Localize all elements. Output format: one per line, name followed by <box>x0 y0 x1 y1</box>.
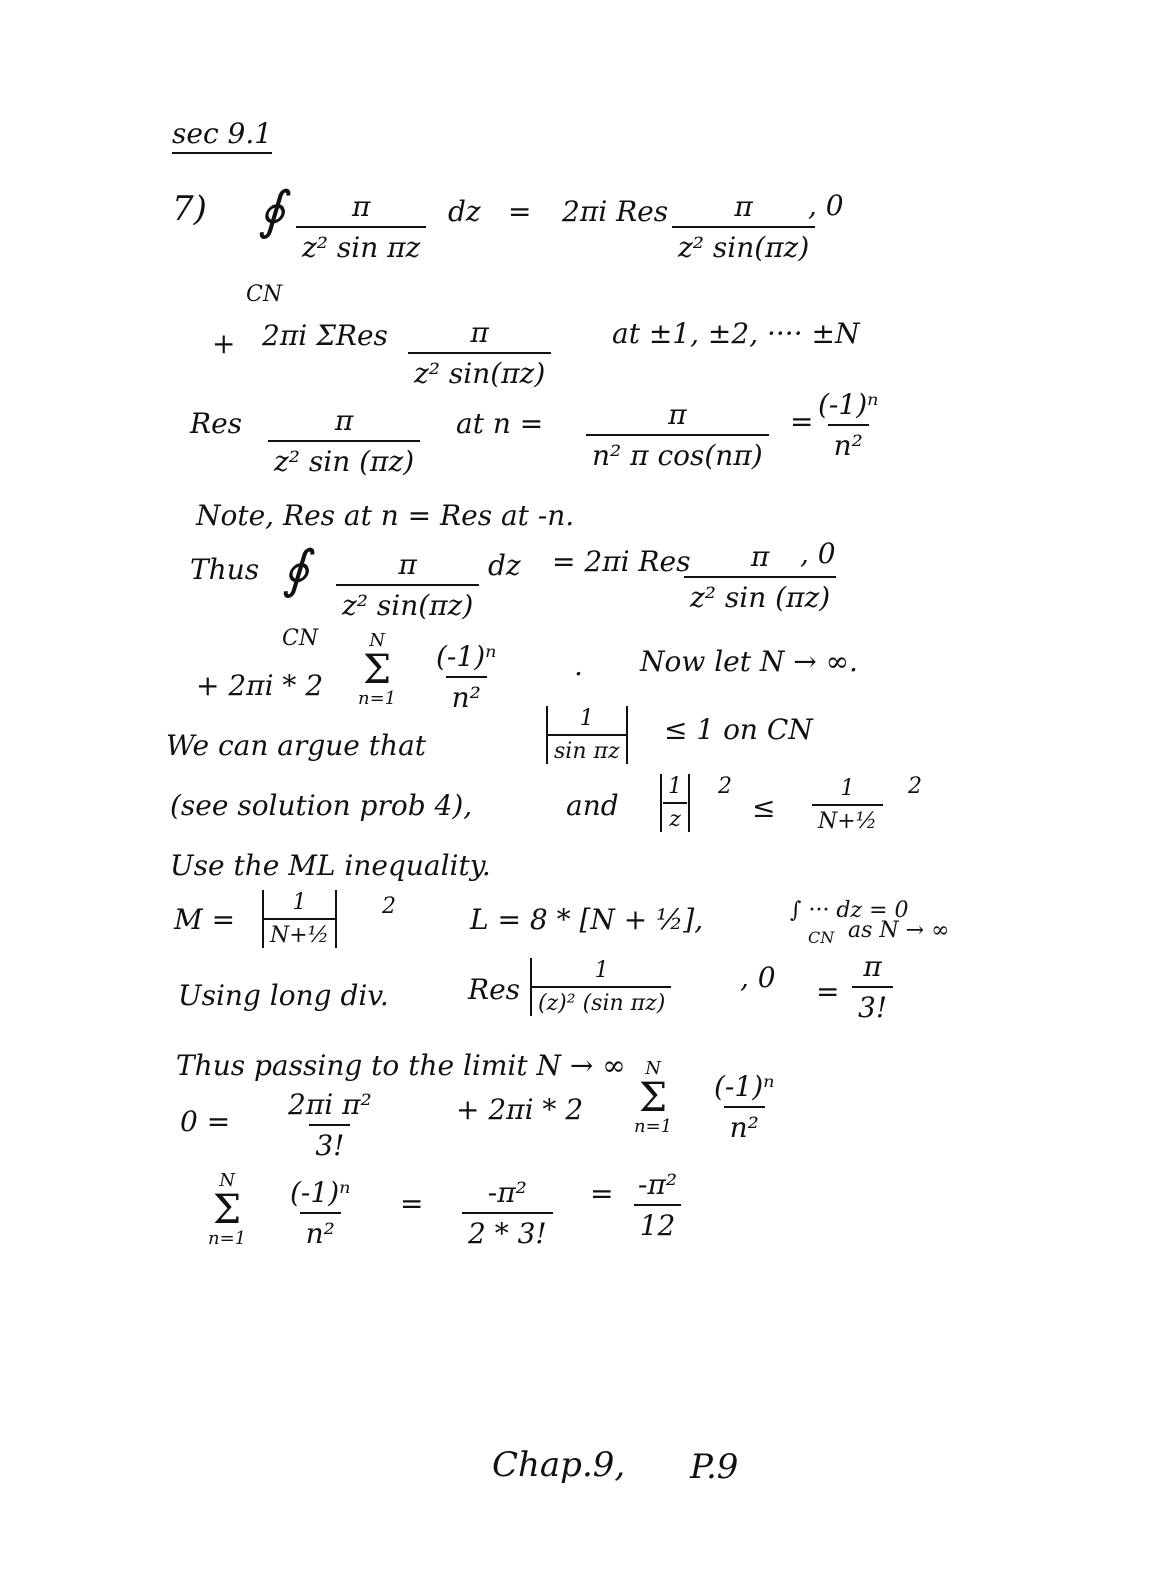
long-div-result-numerator: π <box>863 950 882 983</box>
residue-point-3: , 0 <box>740 961 776 994</box>
m-label: M = <box>174 903 236 936</box>
section-heading: sec 9.1 <box>172 120 272 154</box>
period: . <box>574 649 583 682</box>
series-term-denominator-2: n² <box>724 1106 765 1144</box>
res-denominator: z² sin (πz) <box>268 440 420 478</box>
series-term-fraction-2 <box>708 1070 780 1144</box>
and-text: and <box>566 789 619 822</box>
res-result-fraction <box>812 388 884 462</box>
see-solution-text: (see solution prob 4), <box>170 789 473 822</box>
res-label-2: Res <box>468 973 521 1006</box>
sum-result-denominator: 2 * 3! <box>462 1212 553 1250</box>
contour-label-3: CN <box>808 928 835 947</box>
sin-bound-statement: ≤ 1 on CN <box>664 713 813 746</box>
pi-term-denominator: 3! <box>309 1124 350 1162</box>
residue-numerator-2: π <box>750 540 770 573</box>
passing-limit-text: Thus passing to the limit N → ∞ <box>176 1049 626 1082</box>
summation-lower-limit-2: n=1 <box>634 1116 673 1137</box>
integrand-numerator-2: π <box>398 548 417 581</box>
dz-label-2: dz <box>488 549 521 582</box>
sum-residue-term: 2πi ΣRes <box>262 319 388 352</box>
contour-label-2: CN <box>282 626 319 651</box>
argue-text: We can argue that <box>166 729 427 762</box>
long-div-result <box>852 950 893 1024</box>
residue-term: 2πi Res <box>562 195 669 228</box>
limit-statement: Now let N → ∞. <box>640 645 858 678</box>
res-fraction <box>268 404 420 478</box>
exponent-3: 2 <box>908 774 922 799</box>
chapter-label: Chap.9, <box>492 1445 626 1485</box>
sin-bound-numerator: 1 <box>579 706 594 731</box>
ml-inequality-text: Use the ML inequality. <box>170 849 491 882</box>
summation-3: N Σ n=1 <box>208 1170 247 1249</box>
residue-denominator-2: z² sin (πz) <box>684 576 836 614</box>
sum-residue-numerator: π <box>470 316 489 349</box>
bound-denominator: N+½ <box>812 804 883 834</box>
poles-list: at ±1, ±2, ···· ±N <box>612 317 860 350</box>
m-exponent: 2 <box>382 894 396 919</box>
series-term-denominator-3: n² <box>300 1212 341 1250</box>
equals-sign-3: = <box>816 975 840 1008</box>
summation-1: N Σ n=1 <box>358 630 397 709</box>
long-div-fraction <box>530 958 671 1016</box>
summation-upper-limit-3: N <box>219 1170 235 1191</box>
residue-term-2: = 2πi Res <box>552 545 691 578</box>
contour-label: CN <box>246 282 283 307</box>
bound-numerator: 1 <box>840 776 855 801</box>
bound-fraction <box>812 776 883 834</box>
note-line: Note, Res at n = Res at -n. <box>196 499 575 532</box>
pi-term-fraction <box>282 1088 378 1162</box>
long-div-result-denominator: 3! <box>852 986 893 1024</box>
long-div-denominator: (z)² (sin πz) <box>532 986 671 1016</box>
series-term-numerator-2: (-1)ⁿ <box>714 1070 775 1103</box>
integrand-fraction <box>296 190 426 264</box>
plus-sign: + <box>212 327 236 360</box>
series-term-numerator: (-1)ⁿ <box>436 640 497 673</box>
res-label: Res <box>190 407 243 440</box>
series-term-denominator: n² <box>446 676 487 714</box>
integrand-denominator-2: z² sin(πz) <box>336 584 479 622</box>
contour-integral-symbol-2: ∮ <box>282 540 310 600</box>
sum-result-numerator: -π² <box>487 1176 527 1209</box>
problem-number: 7) <box>172 189 207 229</box>
l-value: L = 8 * [N + ½], <box>470 903 704 936</box>
res-value-denominator: n² π cos(nπ) <box>586 434 769 472</box>
summation-lower-limit: n=1 <box>358 688 397 709</box>
integrand-fraction-2 <box>336 548 479 622</box>
exponent-2: 2 <box>718 774 732 799</box>
final-result-denominator: 12 <box>634 1204 682 1242</box>
m-value-numerator: 1 <box>292 890 307 915</box>
series-term-fraction-3 <box>284 1176 356 1250</box>
integrand-denominator: z² sin πz <box>296 226 426 264</box>
res-result-numerator: (-1)ⁿ <box>818 388 879 421</box>
sin-bound-fraction <box>546 706 628 764</box>
at-n-label: at n = <box>456 407 544 440</box>
reciprocal-z-numerator: 1 <box>668 774 682 799</box>
residue-point: , 0 <box>808 189 844 222</box>
reciprocal-z-fraction <box>660 774 690 832</box>
equals-sign-4: = <box>400 1187 424 1220</box>
final-result-numerator: -π² <box>638 1168 678 1201</box>
summation-upper-limit: N <box>369 630 385 651</box>
res-value-fraction <box>586 398 769 472</box>
res-value-numerator: π <box>668 398 687 431</box>
m-value-fraction <box>262 890 337 948</box>
series-term-fraction <box>430 640 502 714</box>
thus-label: Thus <box>190 553 260 586</box>
residue-fraction <box>672 190 815 264</box>
sum-residue-fraction <box>408 316 551 390</box>
dz-label: dz <box>448 195 481 228</box>
summation-lower-limit-3: n=1 <box>208 1228 247 1249</box>
reciprocal-z-denominator: z <box>663 802 687 832</box>
series-term-numerator-3: (-1)ⁿ <box>290 1176 351 1209</box>
sum-residue-denominator: z² sin(πz) <box>408 352 551 390</box>
equals-sign-2: = <box>790 405 814 438</box>
res-numerator: π <box>334 404 354 437</box>
summation-2: N Σ n=1 <box>634 1058 673 1137</box>
residue-point-2: , 0 <box>800 537 836 570</box>
residue-denominator: z² sin(πz) <box>672 226 815 264</box>
long-div-numerator: 1 <box>594 958 609 983</box>
less-equal-sign: ≤ <box>752 791 776 824</box>
sin-bound-denominator: sin πz <box>548 734 626 764</box>
plus-term: + 2πi * 2 <box>456 1093 584 1126</box>
res-result-denominator: n² <box>828 424 869 462</box>
pi-term-numerator: 2πi π² <box>288 1088 372 1121</box>
integral-limit: ∫ ··· dz = 0 <box>790 898 909 923</box>
as-n-limit: as N → ∞ <box>848 918 950 943</box>
equals-sign-5: = <box>590 1177 614 1210</box>
zero-equals: 0 = <box>180 1105 231 1138</box>
residue-numerator: π <box>734 190 753 223</box>
sum-result-fraction <box>462 1176 553 1250</box>
equals-sign: = <box>508 195 532 228</box>
final-result-fraction <box>632 1168 683 1242</box>
integrand-numerator: π <box>351 190 371 223</box>
sum-prefix: + 2πi * 2 <box>196 669 324 702</box>
long-division-text: Using long div. <box>178 979 389 1012</box>
summation-upper-limit-2: N <box>645 1058 661 1079</box>
m-value-denominator: N+½ <box>264 918 335 948</box>
contour-integral-symbol: ∮ <box>258 181 286 241</box>
page-label: P.9 <box>690 1447 739 1487</box>
